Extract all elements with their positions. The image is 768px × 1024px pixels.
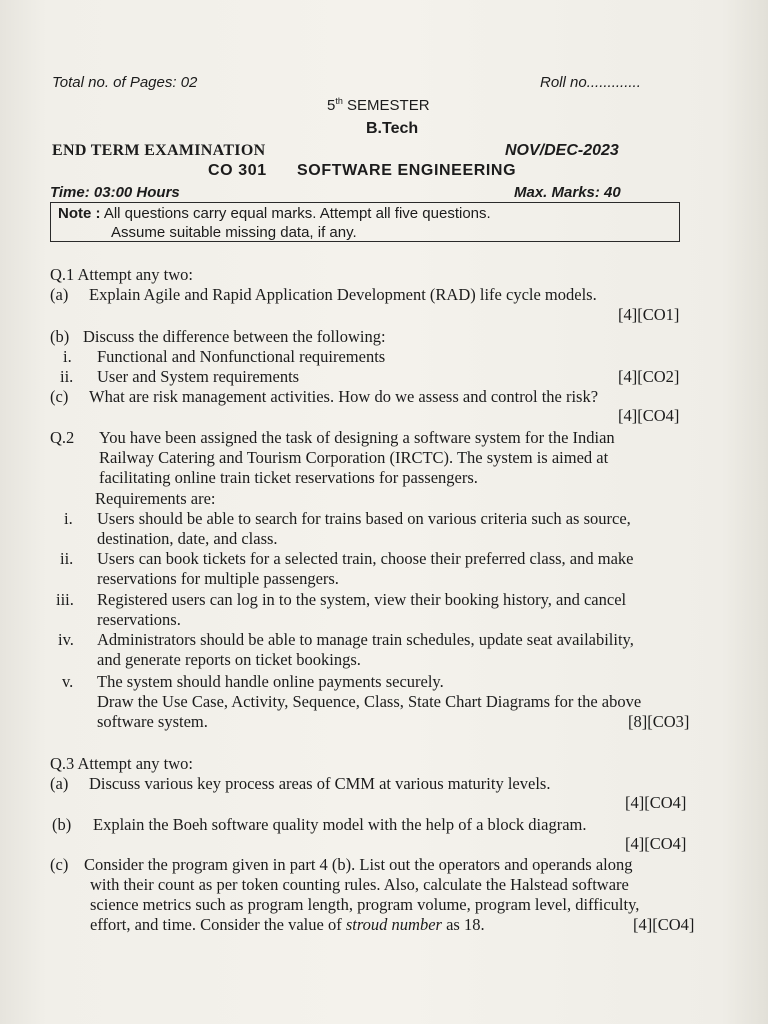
semester-label: SEMESTER xyxy=(342,97,430,114)
q3-title: Q.3 Attempt any two: xyxy=(50,754,193,773)
q1b-ii-label: ii. xyxy=(60,367,74,386)
q2-item-line: Users should be able to search for trains based on various criteria such as source, xyxy=(97,509,631,528)
q2-intro-line: You have been assigned the task of designing a software system for the Indian xyxy=(99,428,615,447)
q1c-label: (c) xyxy=(50,387,69,406)
q2-item-label: iii. xyxy=(56,590,74,609)
q2-intro-line: Railway Catering and Tourism Corporation (IRCTC). The system is aimed at xyxy=(99,448,609,467)
q3a-text: Discuss various key process areas of CMM at various maturity levels. xyxy=(89,774,551,793)
q2-item-label: i. xyxy=(64,509,73,528)
q2-item-line: Administrators should be able to manage train schedules, update seat availability, xyxy=(97,630,634,649)
semester-number: 5 xyxy=(327,97,336,114)
q2-item-line: Users can book tickets for a selected train, choose their preferred class, and make xyxy=(97,549,634,568)
q3c-line-4-start: effort, and time. Consider the value of xyxy=(90,915,346,934)
q1a-marks: [4][CO1] xyxy=(618,305,680,324)
exam-session: NOV/DEC-2023 xyxy=(505,142,619,159)
semester xyxy=(327,96,430,114)
q3c-label: (c) xyxy=(50,855,69,874)
note-text-1: All questions carry equal marks. Attempt all five questions. xyxy=(100,205,491,222)
q3a-label: (a) xyxy=(50,774,69,793)
max-marks: Max. Marks: 40 xyxy=(514,184,621,201)
q2-item-line: Registered users can log in to the system, view their booking history, and cancel xyxy=(97,590,627,609)
q2-draw-line-1: Draw the Use Case, Activity, Sequence, Class, State Chart Diagrams for the above xyxy=(97,692,642,711)
degree: B.Tech xyxy=(366,120,419,137)
q1a-text: Explain Agile and Rapid Application Development (RAD) life cycle models. xyxy=(89,285,597,304)
note-line-2: Assume suitable missing data, if any. xyxy=(111,224,357,241)
q2-requirements-title: Requirements are: xyxy=(95,489,216,508)
q2-item-line: The system should handle online payments securely. xyxy=(97,672,444,691)
q2-item-label: iv. xyxy=(58,630,74,649)
q1c-text: What are risk management activities. How do we assess and control the risk? xyxy=(89,387,599,406)
q2-item-line: and generate reports on ticket bookings. xyxy=(97,650,361,669)
q3c-line-4-end: as 18. xyxy=(441,915,485,934)
q3a-marks: [4][CO4] xyxy=(625,793,687,812)
q2-item-label: v. xyxy=(62,672,74,691)
q1b-ii-text: User and System requirements xyxy=(97,367,300,386)
q2-intro-line: facilitating online train ticket reservations for passengers. xyxy=(99,468,478,487)
q3b-text: Explain the Boeh software quality model with the help of a block diagram. xyxy=(93,815,587,834)
semester-suffix: th xyxy=(335,96,343,106)
q1b-text: Discuss the difference between the following: xyxy=(83,327,386,346)
q3b-label: (b) xyxy=(52,815,72,834)
course-name: SOFTWARE ENGINEERING xyxy=(297,162,517,179)
roll-number: Roll no............. xyxy=(540,74,641,91)
q1b-marks: [4][CO2] xyxy=(618,367,680,386)
exam-title: END TERM EXAMINATION xyxy=(52,142,266,159)
note-label: Note : xyxy=(58,205,101,222)
q3c-line-3: science metrics such as program length, program volume, program level, difficulty, xyxy=(90,895,640,914)
q2-marks: [8][CO3] xyxy=(628,712,690,731)
q1b-i-label: i. xyxy=(63,347,72,366)
q2-label: Q.2 xyxy=(50,428,75,447)
q3c-line-4 xyxy=(90,915,485,935)
q3c-line-1: Consider the program given in part 4 (b). List out the operators and operands along xyxy=(84,855,633,874)
course-code: CO 301 xyxy=(208,162,267,179)
q1b-label: (b) xyxy=(50,327,70,346)
q3c-line-2: with their count as per token counting rules. Also, calculate the Halstead software xyxy=(90,875,629,894)
q1b-i-text: Functional and Nonfunctional requirements xyxy=(97,347,386,366)
q3c-marks: [4][CO4] xyxy=(633,915,695,934)
exam-time: Time: 03:00 Hours xyxy=(50,184,180,201)
q2-item-line: reservations. xyxy=(97,610,181,629)
total-pages: Total no. of Pages: 02 xyxy=(52,74,198,91)
q2-item-label: ii. xyxy=(60,549,74,568)
q1a-label: (a) xyxy=(50,285,69,304)
q2-item-line: destination, date, and class. xyxy=(97,529,278,548)
q3b-marks: [4][CO4] xyxy=(625,834,687,853)
q1c-marks: [4][CO4] xyxy=(618,406,680,425)
note-line-1 xyxy=(58,205,491,222)
q2-item-line: reservations for multiple passengers. xyxy=(97,569,339,588)
q2-draw-line-2: software system. xyxy=(97,712,208,731)
q3c-stroud-number: stroud number xyxy=(345,915,442,934)
q1-title: Q.1 Attempt any two: xyxy=(50,265,193,284)
